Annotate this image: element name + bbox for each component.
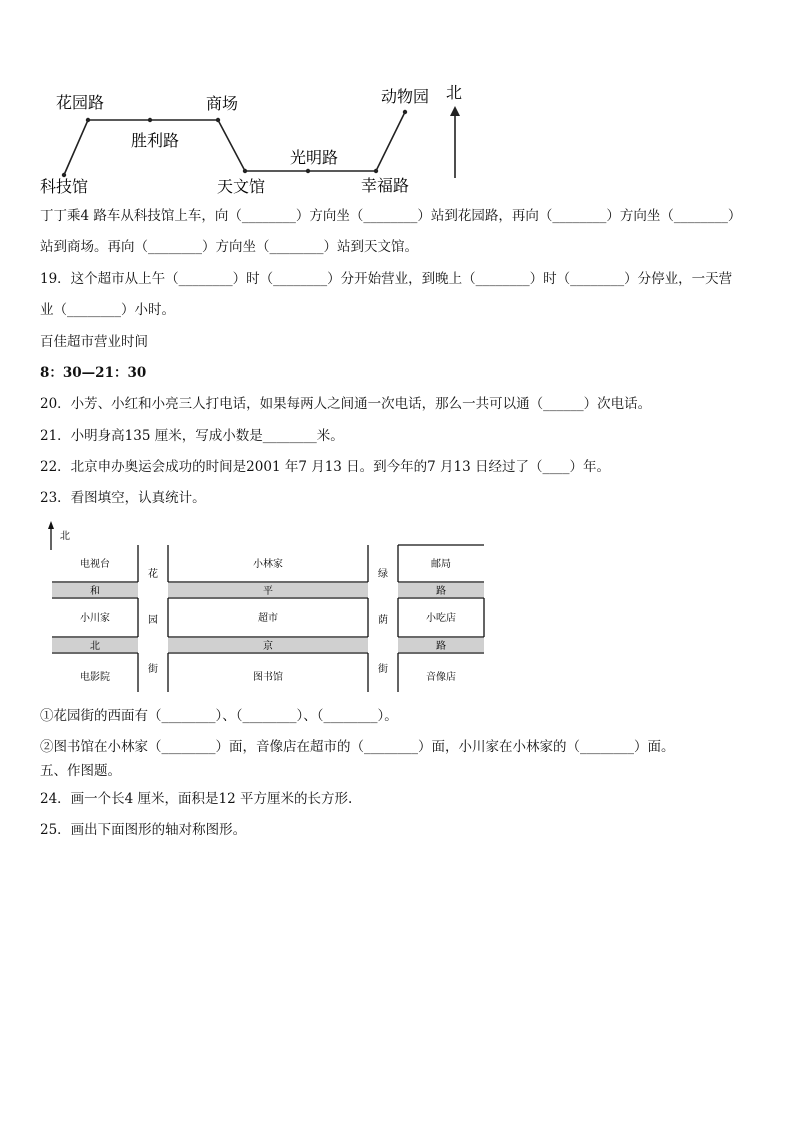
- map-cinema: 电影院: [80, 672, 110, 683]
- route-node: [403, 110, 407, 114]
- q19-line2: 业（________）小时。: [40, 302, 175, 318]
- q24-text: 24．画一个长4 厘米，面积是12 平方厘米的长方形.: [40, 791, 353, 807]
- q19-sign-title: 百佳超市营业时间: [40, 334, 148, 350]
- map-library: 图书馆: [253, 672, 283, 683]
- label-tech-museum: 科技馆: [40, 177, 89, 196]
- map-road-bei: 北: [90, 641, 100, 652]
- q23-text: 23．看图填空，认真统计。: [40, 490, 206, 506]
- label-mall: 商场: [206, 94, 239, 113]
- q25-text: 25．画出下面图形的轴对称图形。: [40, 822, 247, 838]
- section5-title: 五、作图题。: [40, 763, 121, 779]
- map-road-jing: 京: [263, 641, 273, 652]
- route-node: [148, 118, 152, 122]
- map-street-jie-right: 街: [378, 664, 388, 675]
- q23-sub2: ②图书馆在小林家（________）面，音像店在超市的（________）面，小川家在小林家的（________）面。: [40, 739, 675, 755]
- map-supermarket: 超市: [258, 613, 278, 624]
- q22-text: 22．北京申办奥运会成功的时间是2001 年7 月13 日。到今年的7 月13 日经过了（____）年。: [40, 459, 611, 475]
- q19-line1: 19．这个超市从上午（________）时（________）分开始营业，到晚上（________）时（________）分停业，一天营: [40, 271, 733, 287]
- label-xingfu-road: 幸福路: [361, 176, 410, 195]
- label-north: 北: [446, 83, 463, 102]
- map-street-jie-left: 街: [148, 664, 158, 675]
- map-snack-shop: 小吃店: [426, 613, 456, 624]
- route-node: [374, 169, 378, 173]
- route-line: [64, 112, 405, 175]
- route-node: [306, 169, 310, 173]
- map-road-lu-bottom: 路: [436, 641, 446, 652]
- label-zoo: 动物园: [381, 87, 430, 106]
- label-garden-road: 花园路: [56, 93, 105, 112]
- map-road-ping: 平: [263, 586, 273, 597]
- map-street-yuan: 园: [148, 615, 158, 626]
- map-road-he: 和: [90, 586, 100, 597]
- label-victory-road: 胜利路: [131, 131, 180, 150]
- map-av-store: 音像店: [426, 672, 456, 683]
- map-north-label: 北: [60, 531, 70, 542]
- map-tv-station: 电视台: [80, 559, 110, 570]
- map-xiaochuan-home: 小川家: [80, 613, 110, 624]
- q18-line1: 丁丁乘4 路车从科技馆上车，向（________）方向坐（________）站到花园路，再向（________）方向坐（________）: [40, 208, 742, 224]
- map-street-lv: 绿: [378, 569, 388, 580]
- route-map: [0, 80, 794, 200]
- map-post-office: 邮局: [431, 559, 451, 570]
- q18-line2: 站到商场。再向（________）方向坐（________）站到天文馆。: [40, 239, 418, 255]
- q23-sub1: ①花园街的西面有（________）、（________）、（________）。: [40, 708, 398, 724]
- route-node: [216, 118, 220, 122]
- q20-text: 20．小芳、小红和小亮三人打电话，如果每两人之间通一次电话，那么一共可以通（______）次电话。: [40, 396, 652, 412]
- map-street-yin: 荫: [378, 615, 388, 626]
- q21-text: 21．小明身高135 厘米，写成小数是________米。: [40, 428, 344, 444]
- map-north-arrow-head: [48, 521, 54, 529]
- label-planetarium: 天文馆: [217, 177, 266, 196]
- route-node: [243, 169, 247, 173]
- q19-sign-hours: 8：30—21：30: [40, 365, 147, 381]
- label-guangming-road: 光明路: [290, 148, 339, 167]
- street-map: [48, 520, 488, 700]
- map-xiaolin-home: 小林家: [253, 559, 283, 570]
- map-street-hua: 花: [148, 569, 158, 580]
- north-arrow-head: [450, 106, 460, 116]
- route-node: [86, 118, 90, 122]
- map-road-lu-top: 路: [436, 586, 446, 597]
